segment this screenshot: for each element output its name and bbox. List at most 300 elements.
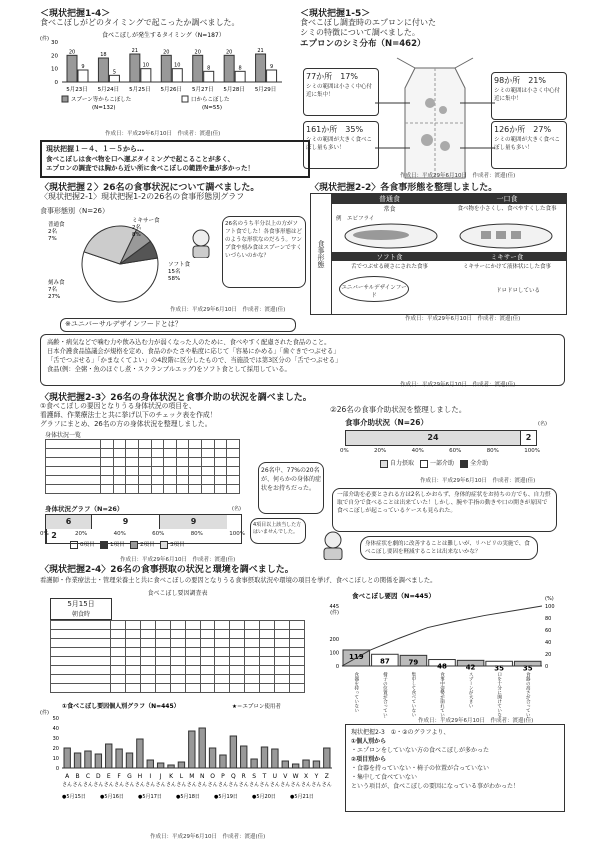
person-xtick-suffix: さん xyxy=(290,782,301,788)
person-xtick: X xyxy=(303,773,309,780)
factor-cell xyxy=(230,648,245,657)
factor-cell xyxy=(215,630,230,639)
q1-box: 77か所 17% シミの範囲は小さく中心付近に集中！ xyxy=(303,68,379,116)
body-cell xyxy=(202,449,215,458)
factor-cell xyxy=(140,648,155,657)
factor-cell xyxy=(170,675,185,684)
udf-body: 高齢・病気などで噛む力や飲み込む力が弱くなった人のために、食べやすく配慮された食品のこと。 日本介護食品協議会が規格を定め、食品のかたさや粘度に応じて「容易にかめる」「歯ぐきでつぶせる」 「舌でつぶせる」「かまなくてよい」の4段階に区分したもので、当施設では第3区分の「舌でつぶせる」 食品(例：全粥・魚のほぐし煮・スクランブルエッグ)をソフト食として採用している。 xyxy=(40,334,565,386)
person-ytick: 30 xyxy=(52,736,59,742)
factor-title: 食べこぼし要因（N=445） xyxy=(352,592,435,600)
person-ytick: 20 xyxy=(52,746,59,752)
person-xtick-suffix: さん xyxy=(217,782,228,788)
person-bar xyxy=(168,765,174,768)
person-bar xyxy=(147,760,153,768)
person-ytick: 40 xyxy=(52,726,59,732)
s2-bubble: 26名のうち半分以上の方がソフト食でした！各食事形態はどのような形状なのだろう。ワンプ食や刻み食はスプーンですくいづらいのかな？ xyxy=(222,216,306,288)
body-cell xyxy=(126,449,139,458)
factor-cell xyxy=(140,657,155,666)
factor-cell xyxy=(200,666,215,675)
body-cell xyxy=(101,449,114,458)
seg-0: 6 xyxy=(46,515,91,529)
pie-title: 食事形態別（N=26） xyxy=(40,207,110,215)
person-xtick-suffix: さん xyxy=(321,782,332,788)
body-cell xyxy=(227,485,240,494)
timing-xtick: 5月26日 xyxy=(160,87,183,93)
factor-cell xyxy=(200,630,215,639)
factor-chart-svg xyxy=(318,588,568,718)
body-cell xyxy=(138,440,151,449)
legend-spoon-swatch xyxy=(62,96,68,102)
factor-pct: 40 xyxy=(545,640,552,646)
person-xtick-suffix: さん xyxy=(207,782,218,788)
s2-heading: 〈現状把握２〉26名の食事状況について調べました。 xyxy=(40,183,260,193)
body-cell xyxy=(189,440,202,449)
person-xtick: F xyxy=(117,773,121,780)
factor-cell xyxy=(155,657,170,666)
factor-cell xyxy=(155,675,170,684)
person-bar xyxy=(241,746,247,768)
factor-cell xyxy=(215,666,230,675)
body-cell xyxy=(189,476,202,485)
timing-ytick: 10 xyxy=(51,66,58,73)
body-cell xyxy=(189,485,202,494)
s23-bubble: 26名中、77%の20名が、何らかの身体的症状をお持ちだった。 xyxy=(258,462,324,514)
s23-legend: 0項目 1項目 2項目 3項目 xyxy=(70,540,185,549)
person-xtick-suffix: さん xyxy=(176,782,187,788)
factor-cell xyxy=(170,684,185,693)
factor-cell xyxy=(185,657,200,666)
body-cell xyxy=(101,458,114,467)
body-cell xyxy=(151,449,164,458)
seg-2: 9 xyxy=(159,515,227,529)
factor-cell xyxy=(275,684,290,693)
body-cell xyxy=(113,467,126,476)
factor-cell xyxy=(290,630,305,639)
body-cell xyxy=(214,458,227,467)
timing-value: 8 xyxy=(207,65,211,72)
factor-cell xyxy=(51,639,111,648)
person-xtick-suffix: さん xyxy=(269,782,280,788)
factor-cell xyxy=(245,648,260,657)
factor-cell xyxy=(155,630,170,639)
person-xtick: H xyxy=(137,773,143,780)
s23-xticks: 0% 20% 40% 60% 80% 100% xyxy=(40,531,245,537)
person-xtick-suffix: さん xyxy=(72,782,83,788)
factor-value: 35 xyxy=(494,664,505,673)
staff-illustration xyxy=(318,530,348,560)
timing-xtick: 5月29日 xyxy=(254,87,277,93)
person-bar xyxy=(85,751,91,768)
body-cell xyxy=(138,485,151,494)
body-cell xyxy=(46,476,101,485)
pie-label: 普通食 xyxy=(48,222,65,228)
body-cell xyxy=(214,476,227,485)
factor-cell xyxy=(140,666,155,675)
factor-xtick: 口を十分に開けていない xyxy=(496,672,502,718)
body-cell xyxy=(138,476,151,485)
person-bar xyxy=(313,761,319,768)
factor-cell xyxy=(170,648,185,657)
factor-cell xyxy=(215,675,230,684)
factor-cell xyxy=(245,675,260,684)
body-cell xyxy=(126,485,139,494)
timing-bar xyxy=(172,69,182,82)
body-cell xyxy=(164,458,177,467)
factor-cell xyxy=(155,666,170,675)
factor-value: 87 xyxy=(379,657,390,666)
body-cell xyxy=(202,440,215,449)
s24-credit2: 作成日：平成29年6月10日 作成者：渡邊(佳) xyxy=(418,718,534,724)
timing-value: 20 xyxy=(194,49,201,56)
body-cell xyxy=(176,458,189,467)
factor-cell xyxy=(140,639,155,648)
timing-bar xyxy=(67,55,77,82)
factor-cell xyxy=(260,684,275,693)
factor-cell xyxy=(290,657,305,666)
person-xtick: S xyxy=(252,773,257,780)
factor-cell xyxy=(275,666,290,675)
food-table: 食事形態 普通食 一口食 常食 食べ物を小さくし、食べやすくした食事 例 エビフライ ソフト食 ミキサー食 舌でつぶせる硬さにされた食事 ミキサーにかけて液体状にした食事 ユニバーサルデザインフード ドロドロしている xyxy=(310,193,567,315)
factor-pct: 0 xyxy=(545,664,549,670)
factor-cell xyxy=(200,675,215,684)
body-cell xyxy=(151,485,164,494)
factor-cell xyxy=(140,684,155,693)
person-xtick-suffix: さん xyxy=(145,782,156,788)
person-xtick-suffix: さん xyxy=(280,782,291,788)
timing-xtick: 5月27日 xyxy=(191,87,214,93)
factor-cell xyxy=(230,657,245,666)
factor-cell xyxy=(200,657,215,666)
s15-heading: ＜現状把握1-5＞ xyxy=(300,9,371,19)
person-xtick-suffix: さん xyxy=(259,782,270,788)
timing-xtick: 5月23日 xyxy=(66,87,88,93)
timing-value: 5 xyxy=(112,69,117,76)
person-chart xyxy=(40,700,340,830)
body-cell xyxy=(151,467,164,476)
body-cell xyxy=(138,449,151,458)
person-xtick: C xyxy=(85,773,91,780)
s23b-credit: 作成日：平成29年6月10日 作成者：渡邊(佳) xyxy=(420,478,536,484)
person-xtick: U xyxy=(272,773,278,780)
factor-cell xyxy=(215,657,230,666)
factor-cell xyxy=(185,630,200,639)
person-bar xyxy=(126,753,132,768)
factor-cell xyxy=(51,630,111,639)
factor-cell xyxy=(230,639,245,648)
factor-xtick: 椅子の位置が合っていない xyxy=(382,672,388,718)
s23-bar-title: 身体状況グラフ（N=26） xyxy=(45,505,124,513)
factor-cell xyxy=(125,621,140,630)
factor-cell xyxy=(200,648,215,657)
factor-cell xyxy=(230,630,245,639)
pie-label: ミキサー食 xyxy=(132,218,160,224)
body-cell xyxy=(164,467,177,476)
factor-cell xyxy=(140,675,155,684)
factor-cell xyxy=(51,684,111,693)
factor-cell xyxy=(125,684,140,693)
factor-cell xyxy=(260,621,275,630)
factor-cell xyxy=(170,657,185,666)
person-xtick: G xyxy=(127,773,132,780)
s23b-bubble1: 一部介助を必要とされる方は2名しかおらず、身体的症状をお持ちの方でも、自力摂取で自分で食べることは出来ていた！しかし、腕や手指の動きや口の開きが原因で食べこぼしが起こっているケースも見られた。 xyxy=(332,488,557,532)
factor-cell xyxy=(185,684,200,693)
s15-desc2: シミの特徴について調べました。 xyxy=(300,28,420,37)
factor-cell xyxy=(185,666,200,675)
s23-desc: ①食べこぼしの要因となりうる身体状況の項目を、 看護師、作業療法士と共に挙げ以下のチェック表を作成！ グラフにまとめ、26名の方の身体状況を整理しました。 xyxy=(40,402,217,428)
timing-value: 21 xyxy=(131,48,139,54)
factor-cell xyxy=(260,648,275,657)
s23b-heading: ②26名の食事介助状況を整理しました。 xyxy=(330,405,467,414)
timing-xtick: 5月25日 xyxy=(129,87,151,93)
body-cell xyxy=(126,440,139,449)
factor-cell xyxy=(245,684,260,693)
factor-cell xyxy=(155,639,170,648)
factor-cell xyxy=(155,684,170,693)
factor-cell xyxy=(230,666,245,675)
factor-xtick: 集中して食べていない xyxy=(410,672,416,717)
timing-chart xyxy=(40,28,295,128)
assist-bar xyxy=(345,430,537,446)
pie-label: 刻み食 xyxy=(48,280,65,286)
person-xtick: T xyxy=(262,773,267,780)
person-xtick: P xyxy=(221,773,225,780)
person-xtick: Q xyxy=(230,773,236,780)
body-cell xyxy=(176,449,189,458)
timing-value: 10 xyxy=(174,62,181,69)
person-bar xyxy=(106,744,112,768)
pie-label: ソフト食 xyxy=(168,262,191,268)
timing-value: 20 xyxy=(68,49,76,56)
person-xtick-suffix: さん xyxy=(228,782,239,788)
factor-cell xyxy=(290,666,305,675)
person-bar xyxy=(272,749,278,768)
factor-cell xyxy=(290,684,305,693)
factor-cell xyxy=(275,639,290,648)
person-bar xyxy=(74,753,80,768)
timing-value: 10 xyxy=(142,62,150,69)
timing-bar xyxy=(256,54,266,82)
factor-cell xyxy=(290,621,305,630)
s23-credit: 作成日：平成29年6月10日 作成者：渡邊(佳) xyxy=(120,557,236,563)
body-cell xyxy=(189,467,202,476)
person-unit: (件) xyxy=(40,710,49,716)
body-cell xyxy=(227,476,240,485)
person-xtick-suffix: さん xyxy=(186,782,197,788)
person-xtick-suffix: さん xyxy=(166,782,177,788)
factor-cell xyxy=(230,684,245,693)
factor-cell xyxy=(185,648,200,657)
timing-ytick: 30 xyxy=(51,40,58,46)
s2-sub: 〈現状把握2-1〉現状把握1-2の26名の食事形態別グラフ xyxy=(40,192,245,201)
person-bar xyxy=(116,749,122,768)
person-bar xyxy=(251,759,257,768)
body-cell xyxy=(46,485,101,494)
factor-cell xyxy=(275,675,290,684)
body-cell xyxy=(164,449,177,458)
timing-ytick: 0 xyxy=(54,80,58,86)
factor-cell xyxy=(125,639,140,648)
factor-cell xyxy=(185,675,200,684)
factor-xtick: 食器の高さが合っていない xyxy=(525,672,531,718)
legend-spoon-n: (N=132) xyxy=(92,105,116,111)
timing-value: 9 xyxy=(81,64,85,70)
s23b-xticks: 0% 20% 40% 60% 80% 100% xyxy=(340,448,540,454)
body-cell xyxy=(176,440,189,449)
factor-cell xyxy=(140,621,155,630)
body-cell xyxy=(138,458,151,467)
factor-value: 79 xyxy=(408,658,419,667)
person-title: ①食べこぼし要因個人別グラフ（N=445） xyxy=(62,703,180,710)
factor-cell xyxy=(215,639,230,648)
person-xtick: B xyxy=(75,773,80,780)
person-xtick: V xyxy=(283,773,288,780)
person-date: ●5月18日 xyxy=(176,794,200,800)
person-xtick: D xyxy=(96,773,101,780)
pie-label: 7名 xyxy=(48,287,57,293)
body-cell xyxy=(164,476,177,485)
person-date: ●5月19日 xyxy=(214,794,238,800)
factor-cell xyxy=(155,648,170,657)
timing-bar xyxy=(130,54,140,82)
body-cell xyxy=(227,449,240,458)
factor-cell xyxy=(290,648,305,657)
person-xtick-suffix: さん xyxy=(124,782,135,788)
s14-heading: ＜現状把握1-4＞ xyxy=(40,9,111,19)
timing-title: 食べこぼしが発生するタイミング（N=187） xyxy=(102,32,225,39)
person-xtick: W xyxy=(292,773,299,780)
s23b-legend: 自力摂取 一部介助 全介助 xyxy=(380,458,488,468)
pie-svg xyxy=(40,214,210,314)
factor-cell xyxy=(125,657,140,666)
factor-cell xyxy=(245,666,260,675)
factor-value: 48 xyxy=(437,662,447,671)
person-date: ●5月15日 xyxy=(62,794,86,800)
timing-value: 9 xyxy=(269,64,274,70)
body-cell xyxy=(113,440,126,449)
body-cell xyxy=(113,485,126,494)
person-bar xyxy=(261,747,267,768)
factor-cell xyxy=(111,630,126,639)
seg-3: 2 xyxy=(46,529,61,543)
factor-cell xyxy=(170,621,185,630)
factor-pct: 80 xyxy=(545,616,552,622)
factor-cell xyxy=(275,648,290,657)
s15-credit: 作成日：平成29年6月10日 作成者：渡邊(佳) xyxy=(400,173,516,179)
person-date: ●5月16日 xyxy=(100,794,124,800)
timing-xtick: 5月28日 xyxy=(223,87,245,93)
factor-cell xyxy=(230,675,245,684)
body-cell xyxy=(202,476,215,485)
s24-heading: 〈現状把握2-4〉26名の食事摂取の状況と環境を調べました。 xyxy=(40,565,294,575)
pie-label: 15名 xyxy=(168,269,181,275)
body-cell xyxy=(189,449,202,458)
q3-box: 161か所 35% シミの範囲が大きく食べこぼし量も多い！ xyxy=(303,121,379,169)
factor-cell xyxy=(125,648,140,657)
body-cell xyxy=(164,485,177,494)
person-xtick-suffix: さん xyxy=(82,782,93,788)
person-bar xyxy=(189,731,195,768)
body-cell xyxy=(46,467,101,476)
s14-desc: 食べこぼしがどのタイミングで起こったか調べました。 xyxy=(40,18,240,27)
timing-bar xyxy=(141,69,151,82)
factor-yunit: (件) xyxy=(330,610,339,616)
factor-cell xyxy=(51,666,111,675)
person-bar xyxy=(292,764,298,768)
factor-cell xyxy=(200,684,215,693)
factor-ytick: 200 xyxy=(329,637,339,644)
person-date: ●5月17日 xyxy=(138,794,162,800)
person-bar xyxy=(157,763,163,768)
q4-box: 126か所 27% シミの範囲が大きく食べこぼし量も多い！ xyxy=(491,121,567,169)
pie-chart xyxy=(40,214,210,314)
timing-value: 18 xyxy=(100,52,107,58)
factor-cell xyxy=(125,630,140,639)
body-cell xyxy=(176,467,189,476)
person-xtick: R xyxy=(241,773,246,780)
factor-ytick: 0 xyxy=(335,664,339,670)
timing-xtick: 5月24日 xyxy=(97,87,120,93)
body-cell xyxy=(126,467,139,476)
body-cell xyxy=(214,440,227,449)
factor-cell xyxy=(51,675,111,684)
factor-cell xyxy=(51,657,111,666)
person-xtick: K xyxy=(169,773,174,780)
nurse-illustration xyxy=(188,228,214,258)
factor-ytick: 445 xyxy=(329,604,339,610)
pie-label: 58% xyxy=(168,276,181,282)
s22-heading: 〈現状把握2-2〉各食事形態を整理しました。 xyxy=(310,183,498,193)
s2-credit: 作成日：平成29年6月10日 作成者：渡邊(佳) xyxy=(170,307,286,313)
person-xtick: A xyxy=(65,773,70,780)
person-legend: ★＝エプロン使用者 xyxy=(232,704,281,710)
body-cell xyxy=(46,449,101,458)
factor-cell xyxy=(125,675,140,684)
body-cell xyxy=(151,458,164,467)
factor-cell xyxy=(111,621,126,630)
person-ytick: 50 xyxy=(52,716,59,722)
body-status-grid xyxy=(45,439,240,494)
body-cell xyxy=(214,449,227,458)
assist-seg-partial: 2 xyxy=(520,431,536,445)
assist-seg-self: 24 xyxy=(346,431,520,445)
factor-xtick: 食器を持っていない xyxy=(353,672,359,713)
pie-label: 27% xyxy=(48,294,61,300)
person-bar xyxy=(220,755,226,768)
factor-value: 119 xyxy=(348,652,364,661)
person-date: ●5月21日 xyxy=(290,794,314,800)
timing-bar xyxy=(224,55,234,82)
s23-note: 4項目以上該当した方はいませんでした。 xyxy=(250,518,306,544)
s23-unit: (名) xyxy=(232,506,241,512)
udf-question: ※ユニバーサルデザインフードとは？ xyxy=(60,318,296,332)
factor-cell xyxy=(111,639,126,648)
factor-cell xyxy=(185,621,200,630)
person-xtick: I xyxy=(149,773,152,780)
person-date: ●5月20日 xyxy=(252,794,276,800)
person-bar xyxy=(95,754,101,768)
body-cell xyxy=(176,485,189,494)
body-cell xyxy=(214,467,227,476)
body-cell xyxy=(46,458,101,467)
body-cell xyxy=(101,485,114,494)
timing-bar xyxy=(267,70,277,82)
factor-cell xyxy=(215,648,230,657)
factor-table: 食べこぼし要因調査表 5月15日 朝食時 xyxy=(45,588,310,696)
factor-cell xyxy=(200,621,215,630)
person-bar xyxy=(209,748,215,768)
s23b-unit: (名) xyxy=(538,421,547,427)
factor-cell xyxy=(260,675,275,684)
